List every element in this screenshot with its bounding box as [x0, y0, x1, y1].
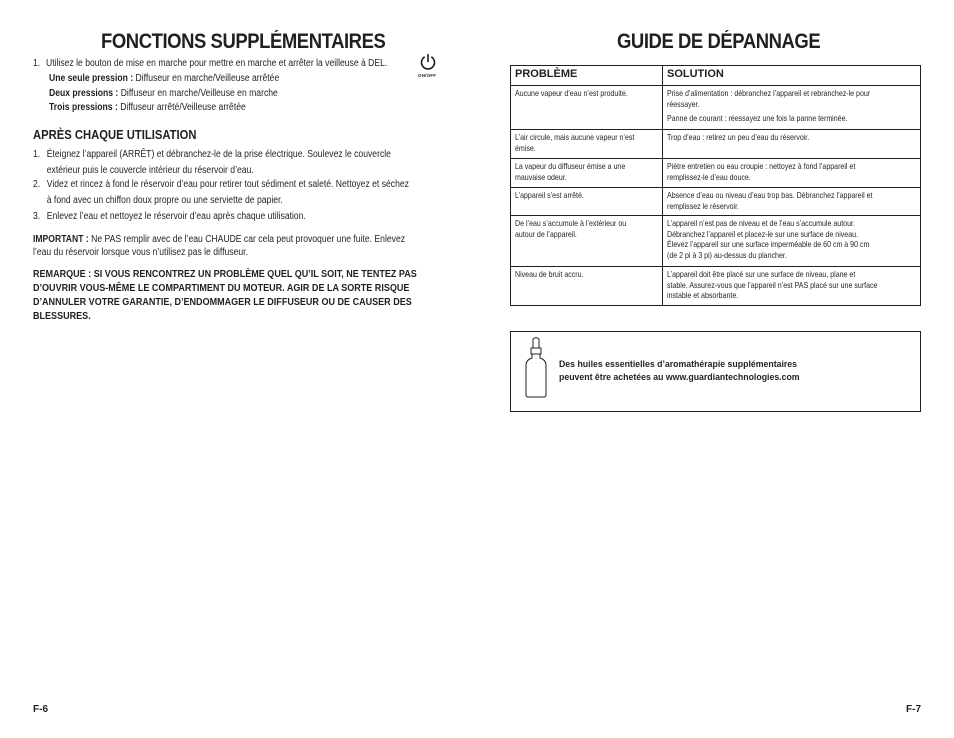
solution-cell	[663, 188, 921, 216]
press-line-2	[49, 87, 278, 102]
cell-line: Prise d’alimentation : débranchez l’appareil et rebranchez-le pour	[667, 89, 871, 98]
troubleshooting-table	[510, 65, 921, 306]
cell-line: instable et absorbante.	[667, 291, 739, 300]
cell-line: stable. Assurez-vous que l’appareil n’est PAS placé sur une surface	[667, 280, 878, 290]
problem-cell	[511, 130, 663, 159]
press-label: Trois pressions :	[49, 102, 118, 113]
press-text: Diffuseur en marche/Veilleuse arrêtée	[133, 73, 280, 84]
header-solution: SOLUTION	[663, 66, 921, 86]
cell-line: autour de l’appareil.	[515, 229, 577, 239]
cell-line: Élevez l’appareil sur une surface imperméable de 60 cm à 90 cm	[667, 240, 870, 249]
solution-cell	[663, 130, 921, 159]
cell-line: L’air circule, mais aucune vapeur n’est	[515, 133, 635, 142]
remark-line-3: D’ANNULER VOTRE GARANTIE, D’ENDOMMAGER LE DIFFUSEUR OU DE CAUSER DES	[33, 296, 412, 308]
remark-line-1: REMARQUE : SI VOUS RENCONTREZ UN PROBLÈME QUEL QU’IL SOIT, NE TENTEZ PAS	[33, 268, 417, 280]
cell-line: Débranchez l’appareil et placez-le sur une surface de niveau.	[667, 229, 859, 239]
table-row	[511, 130, 921, 159]
cell-line: De l’eau s’accumule à l’extérieur ou	[515, 219, 627, 228]
page-title-right: GUIDE DE DÉPANNAGE	[617, 30, 821, 53]
note-line-1: Des huiles essentielles d’aromathérapie supplémentaires	[559, 359, 798, 370]
after-use-heading: APRÈS CHAQUE UTILISATION	[33, 128, 197, 142]
cell-line: remplissez-le d’eau douce.	[667, 172, 751, 182]
after-use-item-2	[33, 177, 437, 208]
cell-line: remplissez le réservoir.	[667, 201, 739, 211]
item-number: 2.	[33, 179, 41, 190]
press-label: Une seule pression :	[49, 73, 134, 84]
table-row	[511, 188, 921, 216]
problem-cell	[511, 188, 663, 216]
intro-number: 1.	[33, 58, 41, 69]
press-line-1	[49, 72, 279, 87]
cell-line: L’appareil s’est arrêté.	[515, 191, 584, 200]
cell-line: (de 2 pi à 3 pi) au-dessus du plancher.	[667, 250, 787, 260]
press-line-3	[49, 101, 246, 116]
table-row	[511, 86, 921, 130]
after-use-item-3	[33, 209, 437, 225]
right-page	[477, 0, 954, 738]
problem-cell	[511, 216, 663, 267]
intro-item	[33, 57, 387, 72]
solution-cell	[663, 159, 921, 188]
item-line: extérieur puis le couvercle intérieur du réservoir d’eau.	[46, 164, 254, 176]
cell-line: L’appareil doit être placé sur une surface de niveau, plane et	[667, 270, 856, 279]
page-number-left: F-6	[33, 704, 48, 715]
note-text	[559, 359, 800, 384]
note-line-2: peuvent être achetées au www.guardiantechnologies.com	[559, 371, 800, 383]
cell-line: réessayer.	[667, 99, 700, 109]
cell-line: mauvaise odeur.	[515, 172, 567, 182]
table-row	[511, 216, 921, 267]
header-problem: PROBLÈME	[511, 66, 663, 86]
power-icon-label: ON/OFF	[418, 73, 437, 78]
page-number-right: F-7	[906, 704, 921, 715]
cell-line: Piètre entretien ou eau croupie : nettoyez à fond l’appareil et	[667, 162, 856, 171]
item-number: 1.	[33, 149, 41, 160]
press-text: Diffuseur en marche/Veilleuse en marche	[118, 88, 278, 99]
remark-line-2: D’OUVRIR VOUS-MÊME LE COMPARTIMENT DU MOTEUR. AGIR DE LA SORTE RISQUE	[33, 282, 410, 294]
table-row	[511, 159, 921, 188]
solution-cell	[663, 216, 921, 267]
intro-text: Utilisez le bouton de mise en marche pour mettre en marche et arrêter la veilleuse à DEL.	[46, 58, 388, 69]
cell-line: Aucune vapeur d’eau n’est produite.	[515, 89, 628, 98]
solution-cell	[663, 86, 921, 130]
problem-cell	[511, 159, 663, 188]
remark-line-4: BLESSURES.	[33, 310, 91, 322]
table-header-row	[511, 66, 921, 86]
cell-line: Niveau de bruit accru.	[515, 270, 584, 279]
important-note-line-2: l’eau du réservoir lorsque vous n’utilisez pas le diffuseur.	[33, 247, 248, 258]
cell-line: L’appareil n’est pas de niveau et de l’eau s’accumule autour.	[667, 219, 855, 228]
power-icon	[417, 53, 439, 79]
problem-cell	[511, 86, 663, 130]
item-line: Enlevez l’eau et nettoyez le réservoir d’eau après chaque utilisation.	[46, 211, 306, 222]
oil-bottle-icon	[523, 337, 549, 399]
cell-line: Panne de courant : réessayez une fois la panne terminée.	[667, 114, 848, 123]
important-text: Ne PAS remplir avec de l’eau CHAUDE car cela peut provoquer une fuite. Enlevez	[88, 234, 406, 245]
after-use-item-1	[33, 147, 437, 178]
cell-line: Trop d’eau : retirez un peu d’eau du réservoir.	[667, 133, 810, 142]
table-row	[511, 267, 921, 306]
press-text: Diffuseur arrêté/Veilleuse arrêtée	[117, 102, 246, 113]
important-label: IMPORTANT :	[33, 234, 89, 245]
cell-line: La vapeur du diffuseur émise a une	[515, 162, 626, 171]
essential-oils-note	[510, 331, 921, 412]
item-line: à fond avec un chiffon doux propre ou une serviette de papier.	[46, 194, 283, 206]
cell-line: Absence d’eau ou niveau d’eau trop bas. Débranchez l’appareil et	[667, 191, 873, 200]
page-title-left: FONCTIONS SUPPLÉMENTAIRES	[101, 30, 386, 53]
item-line: Videz et rincez à fond le réservoir d’eau pour retirer tout sédiment et saleté. Nettoyez et séchez	[46, 179, 409, 190]
item-line: Éteignez l’appareil (ARRÊT) et débranchez-le de la prise électrique. Soulevez le couvercle	[46, 149, 391, 160]
problem-cell	[511, 267, 663, 306]
solution-cell	[663, 267, 921, 306]
press-label: Deux pressions :	[49, 88, 119, 99]
cell-line: émise.	[515, 143, 536, 153]
item-number: 3.	[33, 211, 41, 222]
